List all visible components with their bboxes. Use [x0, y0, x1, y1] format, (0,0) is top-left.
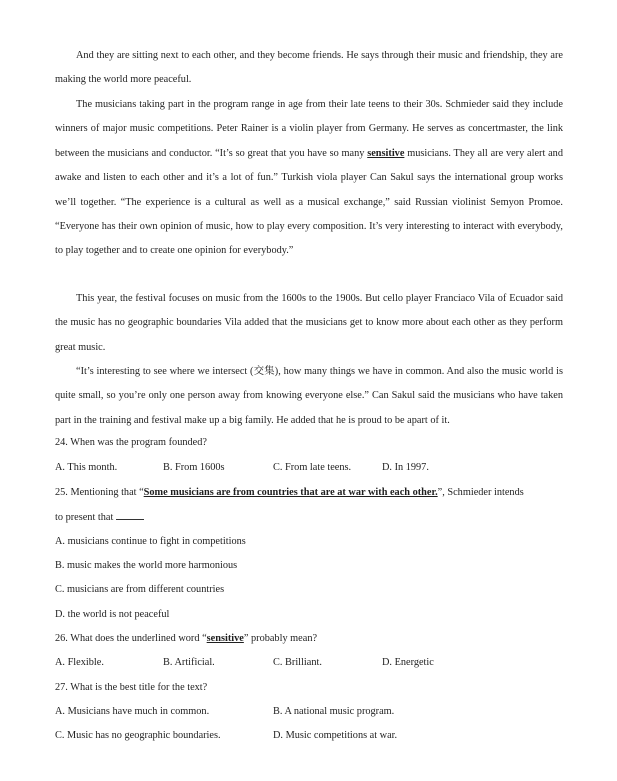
passage-paragraph-3 — [55, 287, 563, 360]
question-26-stem — [55, 632, 575, 646]
stem-text: to present that — [55, 512, 114, 523]
option-d[interactable]: D. the world is not peaceful — [55, 609, 170, 620]
option-b[interactable]: B. music makes the world more harmonious — [55, 560, 238, 571]
option-a[interactable]: A. musicians continue to fight in competitions — [55, 536, 246, 547]
paragraph-text: musicians. They all are very alert and awake and listen to each other and it’s a lot of fun.” Turkish viola player Can Sakul says the international group works we’ll together. “The experience is a cultural as well as a musical exchange,” said Russian violinist Semyon Promoe. “Everyone has their own opinion of music, how to play every composition. It’s very interesting to interact with everybody, to play together and to create one opinion for everybody.” — [55, 147, 563, 257]
paragraph-text: And they are sitting next to each other, and they become friends. He says through their music and friendship, they are making the world more peaceful. — [55, 50, 563, 86]
question-24-stem: 24. When was the program founded? — [55, 437, 207, 448]
option-d[interactable]: D. Music competitions at war. — [273, 730, 398, 741]
stem-text: ” probably mean? — [243, 633, 318, 644]
question-25-stem — [55, 486, 575, 500]
option-b[interactable]: B. Artificial. — [163, 657, 215, 668]
option-d[interactable]: D. Energetic — [382, 657, 434, 668]
stem-text: ”, Schmieder intends — [437, 487, 524, 498]
option-b[interactable]: B. A national music program. — [273, 706, 395, 717]
option-b[interactable]: B. From 1600s — [163, 462, 225, 473]
passage-paragraph-4 — [55, 360, 563, 433]
option-c[interactable]: C. Music has no geographic boundaries. — [55, 730, 221, 741]
question-27-stem: 27. What is the best title for the text? — [55, 682, 208, 693]
question-25-stem-line2 — [55, 510, 575, 525]
paragraph-text: The musicians taking part in the program range in age from their late teens to their 30s. Schmieder said they include winners of major music competitions. Peter Rainer is a violin player from Germany. He serves as concertmaster, the link between the musicians and conductor. “It’s so great that you have so many — [55, 99, 563, 159]
option-c[interactable]: C. From late teens. — [273, 462, 352, 473]
option-c[interactable]: C. musicians are from different countries — [55, 584, 225, 595]
paragraph-text: “It’s interesting to see where we intersect (交集), how many things we have in common. And also the music world is quite small, so you’re only one person away from knowing everyone else.” Can Sakul said the musicians who have taken part in the training and festival make up a big family. He added that he is proud to be apart of it. — [55, 366, 563, 426]
passage-paragraph-1 — [55, 44, 563, 93]
option-a[interactable]: A. This month. — [55, 462, 118, 473]
stem-text: 26. What does the underlined word “ — [55, 633, 207, 644]
underlined-quote: Some musicians are from countries that are at war with each other. — [143, 487, 438, 498]
option-a[interactable]: A. Musicians have much in common. — [55, 706, 210, 717]
underlined-keyword: sensitive — [367, 147, 405, 159]
underlined-keyword: sensitive — [206, 633, 244, 644]
passage-paragraph-2 — [55, 93, 563, 264]
paragraph-text: This year, the festival focuses on music from the 1600s to the 1900s. But cello player Franciaco Vila of Ecuador said the music has no geographic boundaries Vila added that the musicians get to know more about each other as they perform great music. — [55, 293, 563, 353]
option-d[interactable]: D. In 1997. — [382, 462, 429, 473]
answer-blank[interactable] — [116, 510, 144, 520]
option-a[interactable]: A. Flexible. — [55, 657, 104, 668]
stem-text: 25. Mentioning that “ — [55, 487, 144, 498]
option-c[interactable]: C. Brilliant. — [273, 657, 322, 668]
